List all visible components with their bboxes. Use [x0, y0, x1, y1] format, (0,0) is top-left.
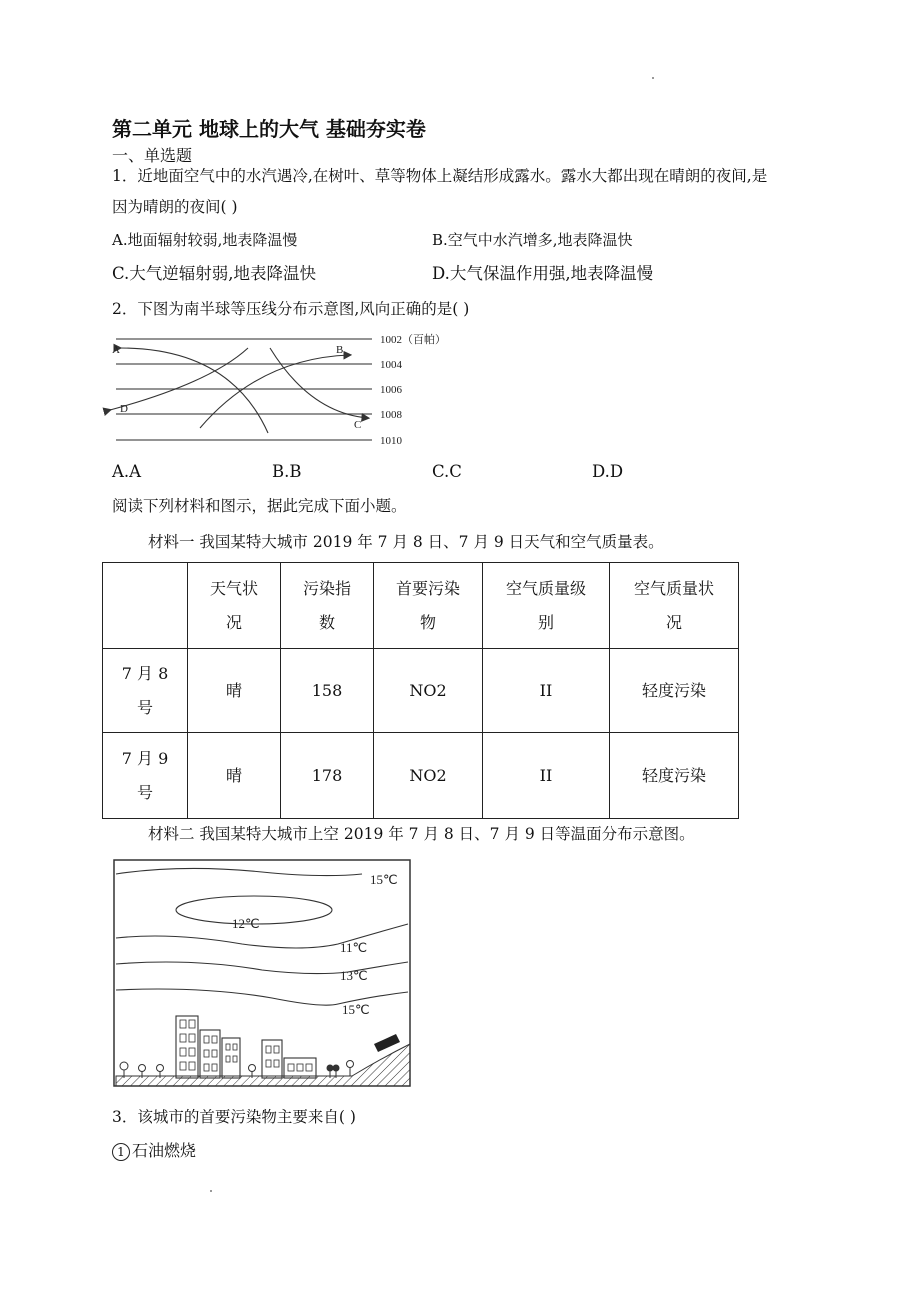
building [284, 1058, 316, 1078]
tree [157, 1065, 164, 1072]
table-cell-level: II [483, 733, 610, 819]
isobar-label-1006: 1006 [380, 384, 402, 396]
material-one: 材料一 我国某特大城市 2019 年 7 月 8 日、7 月 9 日天气和空气质量表。 [148, 533, 664, 551]
table-header-cell: 污染指 数 [281, 563, 374, 649]
q1-option-c: C.大气逆辐射弱,地表降温快 [112, 264, 317, 283]
q2-option-a: A.A [112, 462, 142, 481]
table-header-row [103, 563, 739, 649]
table-cell-weather: 晴 [188, 733, 281, 819]
isobar-label-1004: 1004 [380, 359, 402, 371]
scan-dot [652, 77, 654, 79]
q2-option-c: C.C [432, 462, 462, 481]
isotherm-label: 15℃ [342, 1002, 370, 1017]
table-cell-pollutant: NO2 [374, 733, 483, 819]
q3-stem: 3．该城市的首要污染物主要来自( ) [112, 1108, 356, 1126]
q1-option-b: B.空气中水汽增多,地表降温快 [432, 231, 633, 249]
table-cell-weather: 晴 [188, 649, 281, 733]
table-row [103, 649, 739, 733]
q1-option-a: A.地面辐射较弱,地表降温慢 [112, 231, 298, 249]
table-header-cell [103, 563, 188, 649]
tree [139, 1065, 146, 1072]
tree [249, 1065, 256, 1072]
page-title: 第二单元 地球上的大气 基础夯实卷 [112, 117, 426, 141]
arrow-a [120, 348, 268, 433]
q1-stem-line1: 1．近地面空气中的水汽遇冷,在树叶、草等物体上凝结形成露水。露水大都出现在晴朗的夜间,是 [112, 167, 768, 185]
arrow-label-d: D [120, 403, 128, 415]
isotherm-label: 11℃ [340, 940, 368, 955]
table-cell-date: 7 月 9 号 [103, 733, 188, 819]
table-cell-pollutant: NO2 [374, 649, 483, 733]
arrow-label-a: A [112, 344, 120, 356]
isobar-diagram [100, 328, 460, 450]
isotherm-label: 13℃ [340, 968, 368, 983]
table-cell-level: II [483, 649, 610, 733]
arrow-label-c: C [354, 419, 362, 431]
table-header-cell: 天气状 况 [188, 563, 281, 649]
isobar-label-1002: 1002（百帕） [380, 334, 446, 346]
table-header-cell: 空气质量级 别 [483, 563, 610, 649]
q3-option-1-text: 石油燃烧 [132, 1141, 197, 1160]
table-cell-date: 7 月 8 号 [103, 649, 188, 733]
table-cell-index: 158 [281, 649, 374, 733]
arrow-b [200, 355, 350, 428]
section-heading: 一、单选题 [112, 146, 193, 165]
air-quality-table [102, 562, 739, 819]
isotherm-label: 12℃ [232, 916, 260, 931]
tree [120, 1062, 128, 1070]
isobar-label-1008: 1008 [380, 409, 402, 421]
q2-option-b: B.B [272, 462, 302, 481]
scan-dot [210, 1190, 212, 1192]
table-header-cell: 空气质量状 况 [610, 563, 739, 649]
isotherm-label: 15℃ [370, 872, 398, 887]
tree [347, 1061, 354, 1068]
material-two: 材料二 我国某特大城市上空 2019 年 7 月 8 日、7 月 9 日等温面分布示意图。 [148, 825, 695, 843]
circled-number: 1 [112, 1143, 130, 1161]
q2-option-d: D.D [592, 462, 624, 481]
isobar-label-1010: 1010 [380, 435, 402, 447]
q1-option-d: D.大气保温作用强,地表降温慢 [432, 264, 654, 283]
q1-stem-line2: 因为晴朗的夜间( ) [112, 198, 238, 216]
q3-option-1 [112, 1138, 196, 1161]
tree [327, 1065, 333, 1071]
reading-intro: 阅读下列材料和图示，据此完成下面小题。 [112, 497, 407, 515]
q2-stem: 2．下图为南半球等压线分布示意图,风向正确的是( ) [112, 300, 470, 318]
table-cell-status: 轻度污染 [610, 733, 739, 819]
arrow-label-b: B [336, 344, 344, 356]
table-cell-index: 178 [281, 733, 374, 819]
tree [333, 1065, 339, 1071]
table-row [103, 733, 739, 819]
table-cell-status: 轻度污染 [610, 649, 739, 733]
table-header-cell: 首要污染 物 [374, 563, 483, 649]
isotherm-diagram [112, 858, 416, 1090]
